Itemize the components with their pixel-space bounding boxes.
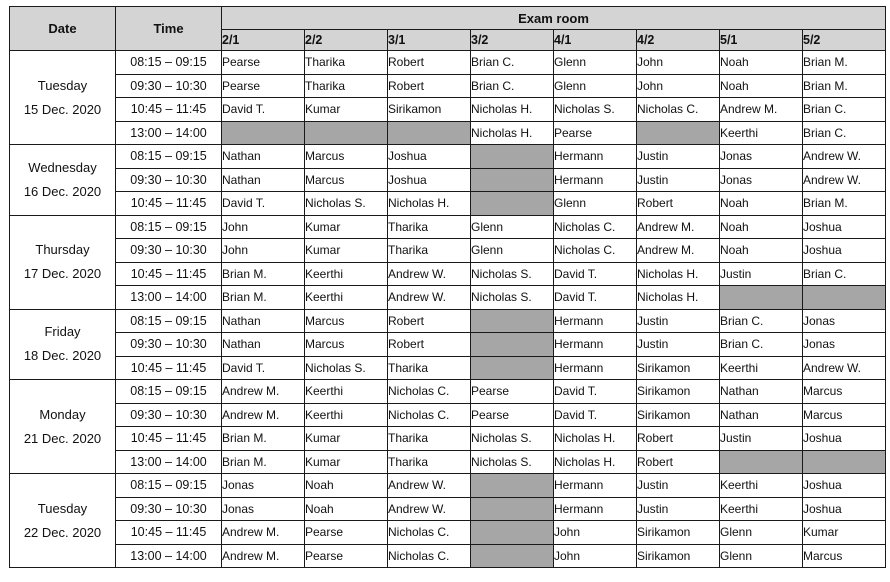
invigilator-cell: Andrew M. <box>720 98 803 122</box>
unassigned-room-cell <box>720 286 803 310</box>
exam-room-header: Exam room <box>222 7 886 30</box>
time-slot-cell: 10:45 – 11:45 <box>116 356 222 380</box>
room-header: 3/1 <box>388 30 471 51</box>
unassigned-room-cell <box>471 168 554 192</box>
invigilator-cell: Tharika <box>305 74 388 98</box>
invigilator-cell: Andrew M. <box>222 403 305 427</box>
invigilator-cell: Andrew M. <box>222 380 305 404</box>
invigilator-cell: Nicholas S. <box>305 356 388 380</box>
unassigned-room-cell <box>471 497 554 521</box>
time-slot-cell: 09:30 – 10:30 <box>116 333 222 357</box>
time-slot-cell: 10:45 – 11:45 <box>116 427 222 451</box>
invigilator-cell: Brian C. <box>803 98 886 122</box>
time-slot-cell: 13:00 – 14:00 <box>116 450 222 474</box>
invigilator-cell: Brian C. <box>803 121 886 145</box>
time-slot-cell: 08:15 – 09:15 <box>116 474 222 498</box>
invigilator-cell: Nicholas C. <box>388 521 471 545</box>
invigilator-cell: Tharika <box>388 215 471 239</box>
invigilator-cell: Andrew W. <box>388 262 471 286</box>
table-row <box>10 333 886 357</box>
invigilator-cell: Nathan <box>222 145 305 169</box>
invigilator-cell: Brian M. <box>222 450 305 474</box>
invigilator-cell: Pearse <box>305 544 388 568</box>
invigilator-cell: Sirikamon <box>637 521 720 545</box>
invigilator-cell: Justin <box>637 474 720 498</box>
invigilator-cell: Andrew M. <box>637 215 720 239</box>
table-row <box>10 427 886 451</box>
table-row <box>10 51 886 75</box>
invigilator-cell: Nicholas S. <box>471 427 554 451</box>
invigilator-cell: Pearse <box>471 403 554 427</box>
invigilator-cell: John <box>637 74 720 98</box>
invigilator-cell: David T. <box>554 262 637 286</box>
time-slot-cell: 10:45 – 11:45 <box>116 98 222 122</box>
table-row <box>10 98 886 122</box>
unassigned-room-cell <box>471 192 554 216</box>
room-header: 4/1 <box>554 30 637 51</box>
invigilator-cell: Marcus <box>305 168 388 192</box>
invigilator-cell: Glenn <box>471 215 554 239</box>
invigilator-cell: Noah <box>720 51 803 75</box>
invigilator-cell: Noah <box>305 497 388 521</box>
invigilator-cell: Brian M. <box>803 51 886 75</box>
invigilator-cell: Keerthi <box>720 121 803 145</box>
time-slot-cell: 13:00 – 14:00 <box>116 286 222 310</box>
invigilator-cell: Glenn <box>554 192 637 216</box>
invigilator-cell: John <box>222 215 305 239</box>
invigilator-cell: Nicholas C. <box>388 544 471 568</box>
invigilator-cell: John <box>222 239 305 263</box>
schedule-body <box>10 51 886 568</box>
weekday-label: Thursday <box>35 242 90 257</box>
date-label: 17 Dec. 2020 <box>23 266 102 281</box>
time-slot-cell: 08:15 – 09:15 <box>116 145 222 169</box>
invigilator-cell: Tharika <box>388 450 471 474</box>
time-slot-cell: 08:15 – 09:15 <box>116 51 222 75</box>
invigilator-cell: Andrew M. <box>222 544 305 568</box>
invigilator-cell: Noah <box>720 74 803 98</box>
invigilator-cell: Andrew W. <box>803 145 886 169</box>
invigilator-cell: Noah <box>305 474 388 498</box>
unassigned-room-cell <box>803 286 886 310</box>
table-row <box>10 192 886 216</box>
invigilator-cell: Marcus <box>803 380 886 404</box>
date-label: 21 Dec. 2020 <box>23 430 102 446</box>
invigilator-cell: Keerthi <box>305 286 388 310</box>
table-row <box>10 309 886 333</box>
invigilator-cell: Keerthi <box>720 497 803 521</box>
table-row <box>10 262 886 286</box>
invigilator-cell: Brian C. <box>720 309 803 333</box>
unassigned-room-cell <box>388 121 471 145</box>
table-row <box>10 450 886 474</box>
invigilator-cell: Marcus <box>305 333 388 357</box>
invigilator-cell: Sirikamon <box>637 356 720 380</box>
date-label: 15 Dec. 2020 <box>23 101 102 117</box>
invigilator-cell: David T. <box>554 380 637 404</box>
invigilator-cell: Brian C. <box>720 333 803 357</box>
invigilator-cell: Kumar <box>305 450 388 474</box>
invigilator-cell: Brian C. <box>471 74 554 98</box>
invigilator-cell: Jonas <box>222 474 305 498</box>
time-slot-cell: 13:00 – 14:00 <box>116 121 222 145</box>
unassigned-room-cell <box>305 121 388 145</box>
invigilator-cell: Nicholas C. <box>554 239 637 263</box>
invigilator-cell: Kumar <box>305 239 388 263</box>
invigilator-cell: Robert <box>388 333 471 357</box>
invigilator-cell: Nicholas C. <box>388 380 471 404</box>
invigilator-cell: Hermann <box>554 333 637 357</box>
table-row <box>10 544 886 568</box>
time-slot-cell: 09:30 – 10:30 <box>116 497 222 521</box>
weekday-label: Tuesday <box>37 500 88 516</box>
invigilator-cell: Nicholas H. <box>554 450 637 474</box>
invigilator-cell: Nicholas S. <box>471 262 554 286</box>
invigilator-cell: Nathan <box>720 380 803 404</box>
unassigned-room-cell <box>471 145 554 169</box>
date-cell <box>10 51 116 145</box>
invigilator-cell: Joshua <box>803 474 886 498</box>
room-header: 5/2 <box>803 30 886 51</box>
unassigned-room-cell <box>222 121 305 145</box>
invigilator-cell: Nicholas H. <box>471 121 554 145</box>
table-row <box>10 497 886 521</box>
invigilator-cell: Brian M. <box>222 262 305 286</box>
invigilator-cell: Andrew W. <box>388 474 471 498</box>
invigilator-cell: Nicholas S. <box>471 450 554 474</box>
invigilator-cell: David T. <box>554 403 637 427</box>
room-header: 3/2 <box>471 30 554 51</box>
invigilator-cell: Hermann <box>554 356 637 380</box>
invigilator-cell: Brian M. <box>803 192 886 216</box>
invigilator-cell: Keerthi <box>305 380 388 404</box>
invigilator-cell: Nicholas S. <box>554 98 637 122</box>
unassigned-room-cell <box>471 356 554 380</box>
invigilator-cell: Noah <box>720 215 803 239</box>
invigilator-cell: Andrew W. <box>388 497 471 521</box>
weekday-label: Friday <box>44 324 81 340</box>
time-slot-cell: 10:45 – 11:45 <box>116 192 222 216</box>
time-slot-cell: 09:30 – 10:30 <box>116 403 222 427</box>
invigilator-cell: Marcus <box>803 403 886 427</box>
invigilator-cell: Glenn <box>471 239 554 263</box>
invigilator-cell: Kumar <box>803 521 886 545</box>
invigilator-cell: Nicholas H. <box>471 98 554 122</box>
unassigned-room-cell <box>637 121 720 145</box>
invigilator-cell: Pearse <box>471 380 554 404</box>
table-row <box>10 474 886 498</box>
weekday-label: Monday <box>39 406 86 422</box>
invigilator-cell: Brian C. <box>803 262 886 286</box>
table-row <box>10 121 886 145</box>
invigilator-cell: Jonas <box>803 309 886 333</box>
invigilator-cell: Justin <box>637 333 720 357</box>
unassigned-room-cell <box>471 333 554 357</box>
table-row <box>10 286 886 310</box>
invigilator-cell: David T. <box>222 98 305 122</box>
invigilator-cell: Keerthi <box>305 262 388 286</box>
invigilator-cell: Glenn <box>720 544 803 568</box>
invigilator-cell: Keerthi <box>305 403 388 427</box>
table-row <box>10 521 886 545</box>
room-header: 2/1 <box>222 30 305 51</box>
invigilator-cell: Hermann <box>554 497 637 521</box>
time-slot-cell: 08:15 – 09:15 <box>116 380 222 404</box>
invigilator-cell: Nicholas H. <box>388 192 471 216</box>
date-cell <box>10 215 116 309</box>
invigilator-cell: Andrew W. <box>803 168 886 192</box>
time-slot-cell: 09:30 – 10:30 <box>116 239 222 263</box>
invigilator-cell: David T. <box>222 192 305 216</box>
table-row <box>10 403 886 427</box>
exam-schedule <box>9 6 886 568</box>
invigilator-cell: Justin <box>637 309 720 333</box>
invigilator-cell: Brian M. <box>222 286 305 310</box>
invigilator-cell: Marcus <box>305 145 388 169</box>
table-row <box>10 168 886 192</box>
unassigned-room-cell <box>471 474 554 498</box>
exam-schedule-table <box>9 6 886 568</box>
invigilator-cell: Hermann <box>554 145 637 169</box>
invigilator-cell: Justin <box>637 497 720 521</box>
invigilator-cell: Glenn <box>554 51 637 75</box>
invigilator-cell: Justin <box>637 168 720 192</box>
invigilator-cell: Noah <box>720 239 803 263</box>
invigilator-cell: Tharika <box>388 427 471 451</box>
invigilator-cell: Glenn <box>720 521 803 545</box>
invigilator-cell: Keerthi <box>720 474 803 498</box>
header-row-top <box>10 7 886 30</box>
invigilator-cell: John <box>637 51 720 75</box>
invigilator-cell: Justin <box>720 262 803 286</box>
invigilator-cell: Robert <box>637 192 720 216</box>
invigilator-cell: Brian M. <box>222 427 305 451</box>
invigilator-cell: Hermann <box>554 474 637 498</box>
date-cell <box>10 309 116 380</box>
invigilator-cell: Andrew M. <box>222 521 305 545</box>
unassigned-room-cell <box>720 450 803 474</box>
time-slot-cell: 10:45 – 11:45 <box>116 521 222 545</box>
table-row <box>10 145 886 169</box>
invigilator-cell: Marcus <box>803 544 886 568</box>
unassigned-room-cell <box>803 450 886 474</box>
invigilator-cell: Joshua <box>803 427 886 451</box>
room-header: 4/2 <box>637 30 720 51</box>
table-row <box>10 239 886 263</box>
invigilator-cell: Robert <box>637 450 720 474</box>
invigilator-cell: Joshua <box>388 168 471 192</box>
table-row <box>10 380 886 404</box>
invigilator-cell: Nathan <box>222 333 305 357</box>
invigilator-cell: Robert <box>388 51 471 75</box>
invigilator-cell: Pearse <box>305 521 388 545</box>
invigilator-cell: John <box>554 521 637 545</box>
invigilator-cell: Joshua <box>803 239 886 263</box>
table-row <box>10 74 886 98</box>
invigilator-cell: Kumar <box>305 427 388 451</box>
date-label: 16 Dec. 2020 <box>23 183 102 199</box>
invigilator-cell: Andrew W. <box>803 356 886 380</box>
invigilator-cell: Nicholas H. <box>554 427 637 451</box>
invigilator-cell: Jonas <box>803 333 886 357</box>
invigilator-cell: Robert <box>388 74 471 98</box>
invigilator-cell: Andrew W. <box>388 286 471 310</box>
invigilator-cell: Jonas <box>720 145 803 169</box>
invigilator-cell: Tharika <box>305 51 388 75</box>
invigilator-cell: Kumar <box>305 215 388 239</box>
table-row <box>10 356 886 380</box>
time-header: Time <box>116 7 222 51</box>
invigilator-cell: Keerthi <box>720 356 803 380</box>
invigilator-cell: Nathan <box>222 168 305 192</box>
room-header: 5/1 <box>720 30 803 51</box>
invigilator-cell: Noah <box>720 192 803 216</box>
time-slot-cell: 08:15 – 09:15 <box>116 309 222 333</box>
invigilator-cell: Justin <box>637 145 720 169</box>
date-cell <box>10 474 116 568</box>
time-slot-cell: 09:30 – 10:30 <box>116 74 222 98</box>
time-slot-cell: 09:30 – 10:30 <box>116 168 222 192</box>
invigilator-cell: Glenn <box>554 74 637 98</box>
invigilator-cell: Nicholas S. <box>471 286 554 310</box>
invigilator-cell: Nicholas H. <box>637 286 720 310</box>
invigilator-cell: Hermann <box>554 168 637 192</box>
date-label: 18 Dec. 2020 <box>23 348 102 364</box>
invigilator-cell: Nathan <box>222 309 305 333</box>
invigilator-cell: Jonas <box>720 168 803 192</box>
invigilator-cell: Robert <box>637 427 720 451</box>
invigilator-cell: Nicholas H. <box>637 262 720 286</box>
invigilator-cell: Joshua <box>388 145 471 169</box>
invigilator-cell: Sirikamon <box>637 403 720 427</box>
invigilator-cell: Justin <box>720 427 803 451</box>
invigilator-cell: Brian M. <box>803 74 886 98</box>
time-slot-cell: 10:45 – 11:45 <box>116 262 222 286</box>
invigilator-cell: Nicholas C. <box>554 215 637 239</box>
invigilator-cell: Robert <box>388 309 471 333</box>
invigilator-cell: Sirikamon <box>637 380 720 404</box>
invigilator-cell: Nicholas C. <box>388 403 471 427</box>
time-slot-cell: 13:00 – 14:00 <box>116 544 222 568</box>
invigilator-cell: Sirikamon <box>637 544 720 568</box>
unassigned-room-cell <box>471 309 554 333</box>
unassigned-room-cell <box>471 521 554 545</box>
invigilator-cell: John <box>554 544 637 568</box>
room-header: 2/2 <box>305 30 388 51</box>
weekday-label: Tuesday <box>37 77 88 93</box>
date-cell <box>10 380 116 474</box>
invigilator-cell: Pearse <box>222 74 305 98</box>
table-row <box>10 215 886 239</box>
invigilator-cell: Pearse <box>554 121 637 145</box>
date-label: 22 Dec. 2020 <box>23 524 102 540</box>
invigilator-cell: Andrew M. <box>637 239 720 263</box>
time-slot-cell: 08:15 – 09:15 <box>116 215 222 239</box>
date-cell <box>10 145 116 216</box>
weekday-label: Wednesday <box>28 159 97 175</box>
invigilator-cell: David T. <box>554 286 637 310</box>
invigilator-cell: Pearse <box>222 51 305 75</box>
invigilator-cell: Joshua <box>803 215 886 239</box>
invigilator-cell: Marcus <box>305 309 388 333</box>
date-header: Date <box>10 7 116 51</box>
invigilator-cell: Tharika <box>388 356 471 380</box>
invigilator-cell: Nathan <box>720 403 803 427</box>
unassigned-room-cell <box>471 544 554 568</box>
invigilator-cell: Sirikamon <box>388 98 471 122</box>
invigilator-cell: Hermann <box>554 309 637 333</box>
invigilator-cell: Kumar <box>305 98 388 122</box>
invigilator-cell: David T. <box>222 356 305 380</box>
invigilator-cell: Nicholas C. <box>637 98 720 122</box>
invigilator-cell: Tharika <box>388 239 471 263</box>
invigilator-cell: Jonas <box>222 497 305 521</box>
invigilator-cell: Nicholas S. <box>305 192 388 216</box>
invigilator-cell: Brian C. <box>471 51 554 75</box>
invigilator-cell: Joshua <box>803 497 886 521</box>
